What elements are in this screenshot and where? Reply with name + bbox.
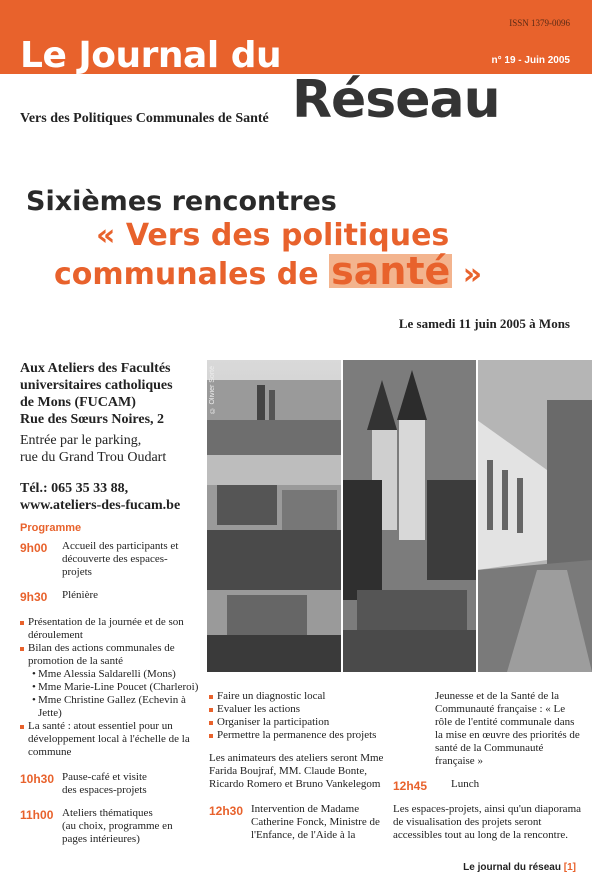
ministry-text: Jeunesse et de la Santé de la Communauté française : « Le rôle de l'entité communale dans la mise en œuvre des priorités de santé de la Communauté française » xyxy=(435,690,580,767)
programme-slot xyxy=(20,771,200,797)
list-item: Evaluer les actions xyxy=(209,703,389,716)
journal-title-top: Le Journal du xyxy=(20,35,282,76)
slot-time: 12h30 xyxy=(209,804,244,818)
headline-line1: Sixièmes rencontres xyxy=(26,186,337,217)
closing-text: Les espaces-projets, ainsi qu'un diaporama de visualisation des projets seront accessibles tout au long de la rencontre. xyxy=(393,803,582,841)
slot-time: 9h30 xyxy=(20,590,48,604)
slot-time: 11h00 xyxy=(20,808,54,822)
headline-line2: « Vers des politiques xyxy=(96,218,450,253)
slot-line: projets xyxy=(62,566,92,578)
slot-time: 10h30 xyxy=(20,772,55,786)
right-column xyxy=(393,690,583,842)
venue-line: de Mons (FUCAM) xyxy=(20,395,136,410)
speaker-list xyxy=(28,668,200,720)
headline-highlight: santé xyxy=(331,249,451,293)
journal-title-bottom: Réseau xyxy=(292,70,500,130)
issue-number: n° 19 - Juin 2005 xyxy=(491,55,570,66)
slot-line: des espaces-projets xyxy=(62,784,147,796)
journal-subtitle: Vers des Politiques Communales de Santé xyxy=(20,111,269,126)
list-item: Faire un diagnostic local xyxy=(209,690,389,703)
speaker-item: • Mme Marie-Line Poucet (Charleroi) xyxy=(32,681,200,694)
page-footer xyxy=(463,862,576,873)
programme-slot xyxy=(20,589,200,604)
event-date: Le samedi 11 juin 2005 à Mons xyxy=(398,316,570,331)
slot-line: (au choix, programme en xyxy=(62,820,173,832)
contact-info xyxy=(20,480,200,514)
headline-line3 xyxy=(54,249,483,293)
list-item: Organiser la participation xyxy=(209,716,389,729)
workshop-list xyxy=(209,690,389,742)
photo-credit: © Olivier Sorté xyxy=(209,366,216,414)
phone-number: Tél.: 065 35 33 88, xyxy=(20,481,129,496)
middle-column xyxy=(209,690,389,842)
issn-number: ISSN 1379-0096 xyxy=(509,18,570,28)
programme-slot xyxy=(20,540,200,579)
entry-line: rue du Grand Trou Oudart xyxy=(20,450,167,465)
venue-line: universitaires catholiques xyxy=(20,378,173,393)
slot-time: 9h00 xyxy=(20,541,48,555)
list-item-text: Bilan des actions communales de promotion de la santé xyxy=(28,642,175,667)
slot-text xyxy=(62,807,173,846)
list-item: Permettre la permanence des projets xyxy=(209,729,389,742)
list-item: La santé : atout essentiel pour un développement local à l'échelle de la commune xyxy=(20,720,200,759)
slot-text: Lunch xyxy=(451,778,480,790)
list-item: Présentation de la journée et de son déroulement xyxy=(20,616,200,642)
headline-line3-prefix: communales de xyxy=(54,257,330,292)
left-column xyxy=(20,360,200,846)
slot-line: découverte des espaces- xyxy=(62,553,168,565)
venue-line: Rue des Sœurs Noires, 2 xyxy=(20,412,165,427)
slot-line: Ateliers thématiques xyxy=(62,807,153,819)
headline-line3-suffix: » xyxy=(452,257,483,292)
website-link[interactable]: www.ateliers-des-fucam.be xyxy=(20,498,181,513)
footer-label: Le journal du réseau xyxy=(463,862,561,873)
programme-heading: Programme xyxy=(20,522,82,534)
plenary-list xyxy=(20,616,200,759)
page-number: [1] xyxy=(563,862,576,873)
slot-text: Plénière xyxy=(62,589,99,601)
speaker-item: • Mme Alessia Saldarelli (Mons) xyxy=(32,668,200,681)
speaker-item: • Mme Christine Gallez (Echevin à Jette) xyxy=(32,694,200,720)
event-photo xyxy=(207,360,592,672)
programme-slot xyxy=(209,803,389,842)
slot-line: pages intérieures) xyxy=(62,833,140,845)
slot-text: Intervention de Madame Catherine Fonck, Ministre de l'Enfance, de l'Aide à la xyxy=(251,803,380,841)
venue-entry xyxy=(20,432,200,466)
animators-text: Les animateurs des ateliers seront Mme Farida Boujraf, MM. Claude Bonte, Ricardo Romero et Bruno Vankelegom xyxy=(209,752,384,790)
list-item xyxy=(20,642,200,720)
entry-line: Entrée par le parking, xyxy=(20,433,142,448)
photo-collage-image xyxy=(207,360,592,672)
slot-line: Accueil des participants et xyxy=(62,540,179,552)
slot-line: Pause-café et visite xyxy=(62,771,147,783)
programme-slot xyxy=(393,778,583,793)
programme-slot xyxy=(20,807,200,846)
slot-text xyxy=(62,771,147,797)
slot-time: 12h45 xyxy=(393,779,428,793)
slot-text xyxy=(62,540,178,579)
venue-line: Aux Ateliers des Facultés xyxy=(20,361,171,376)
venue-address xyxy=(20,360,200,428)
